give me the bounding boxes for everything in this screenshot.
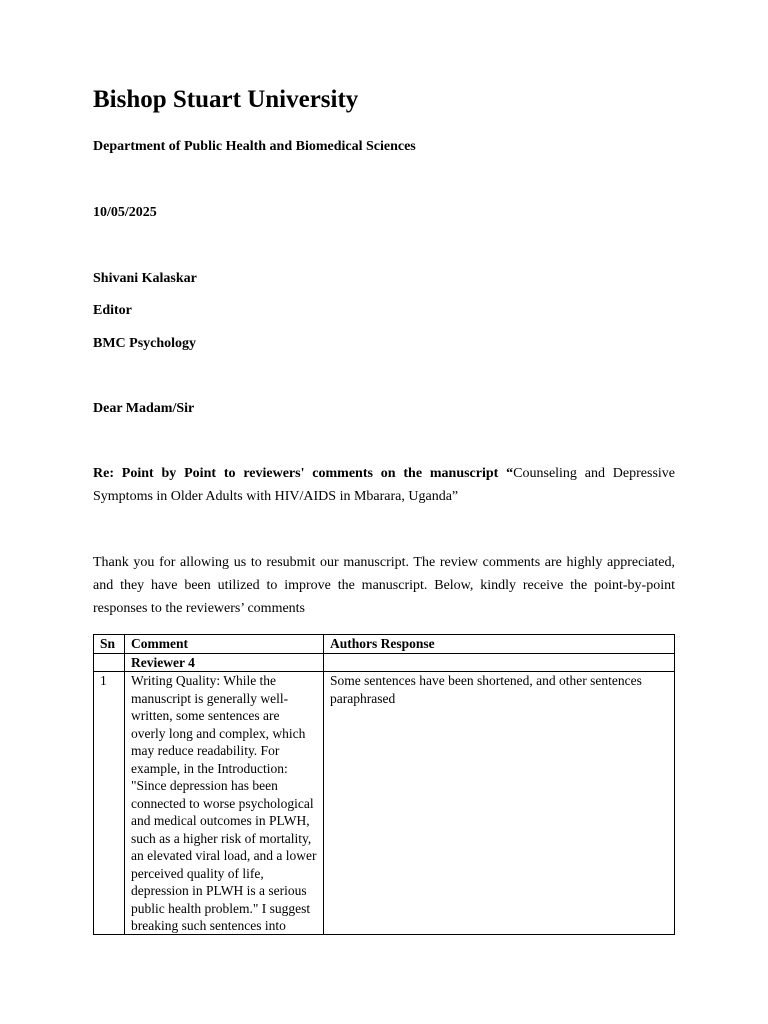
reviewer-label: Reviewer 4: [125, 653, 324, 672]
header-response: Authors Response: [324, 635, 675, 654]
letter-date: 10/05/2025: [93, 205, 157, 220]
table-row: [94, 672, 675, 935]
salutation: Dear Madam/Sir: [93, 401, 195, 416]
header-sn: Sn: [94, 635, 125, 654]
manuscript-title: Counseling and Depressive Symptoms in Older Adults with HIV/AIDS in Mbarara, Uganda”: [93, 466, 675, 504]
subject-line: [93, 462, 675, 508]
recipient-name: Shivani Kalaskar: [93, 271, 197, 286]
table-header-row: [94, 635, 675, 654]
university-title: Bishop Stuart University: [93, 86, 359, 113]
row-sn: 1: [94, 672, 125, 935]
reviewer-section-row: [94, 653, 675, 672]
row-response: Some sentences have been shortened, and other sentences paraphrased: [324, 672, 675, 935]
row-comment: Writing Quality: While the manuscript is generally well-written, some sentences are overly long and complex, which may reduce readability. For example, in the Introduction: "Since depression has been connected to worse psychological and medical outcomes in PLWH, such as a higher risk of mortality, an elevated viral load, and a lower perceived quality of life, depression in PLWH is a serious public health problem." I suggest breaking such sentences into: [125, 672, 324, 935]
recipient-journal: BMC Psychology: [93, 336, 197, 351]
header-comment: Comment: [125, 635, 324, 654]
recipient-role: Editor: [93, 303, 132, 318]
response-table: [93, 634, 675, 935]
subject-prefix: Re: Point by Point to reviewers' comments on the manuscript “: [93, 466, 514, 481]
department-line: Department of Public Health and Biomedical Sciences: [93, 139, 416, 154]
intro-paragraph: Thank you for allowing us to resubmit our manuscript. The review comments are highly appreciated, and they have been utilized to improve the manuscript. Below, kindly receive the point-by-point responses to the reviewers’ comments: [93, 555, 675, 616]
